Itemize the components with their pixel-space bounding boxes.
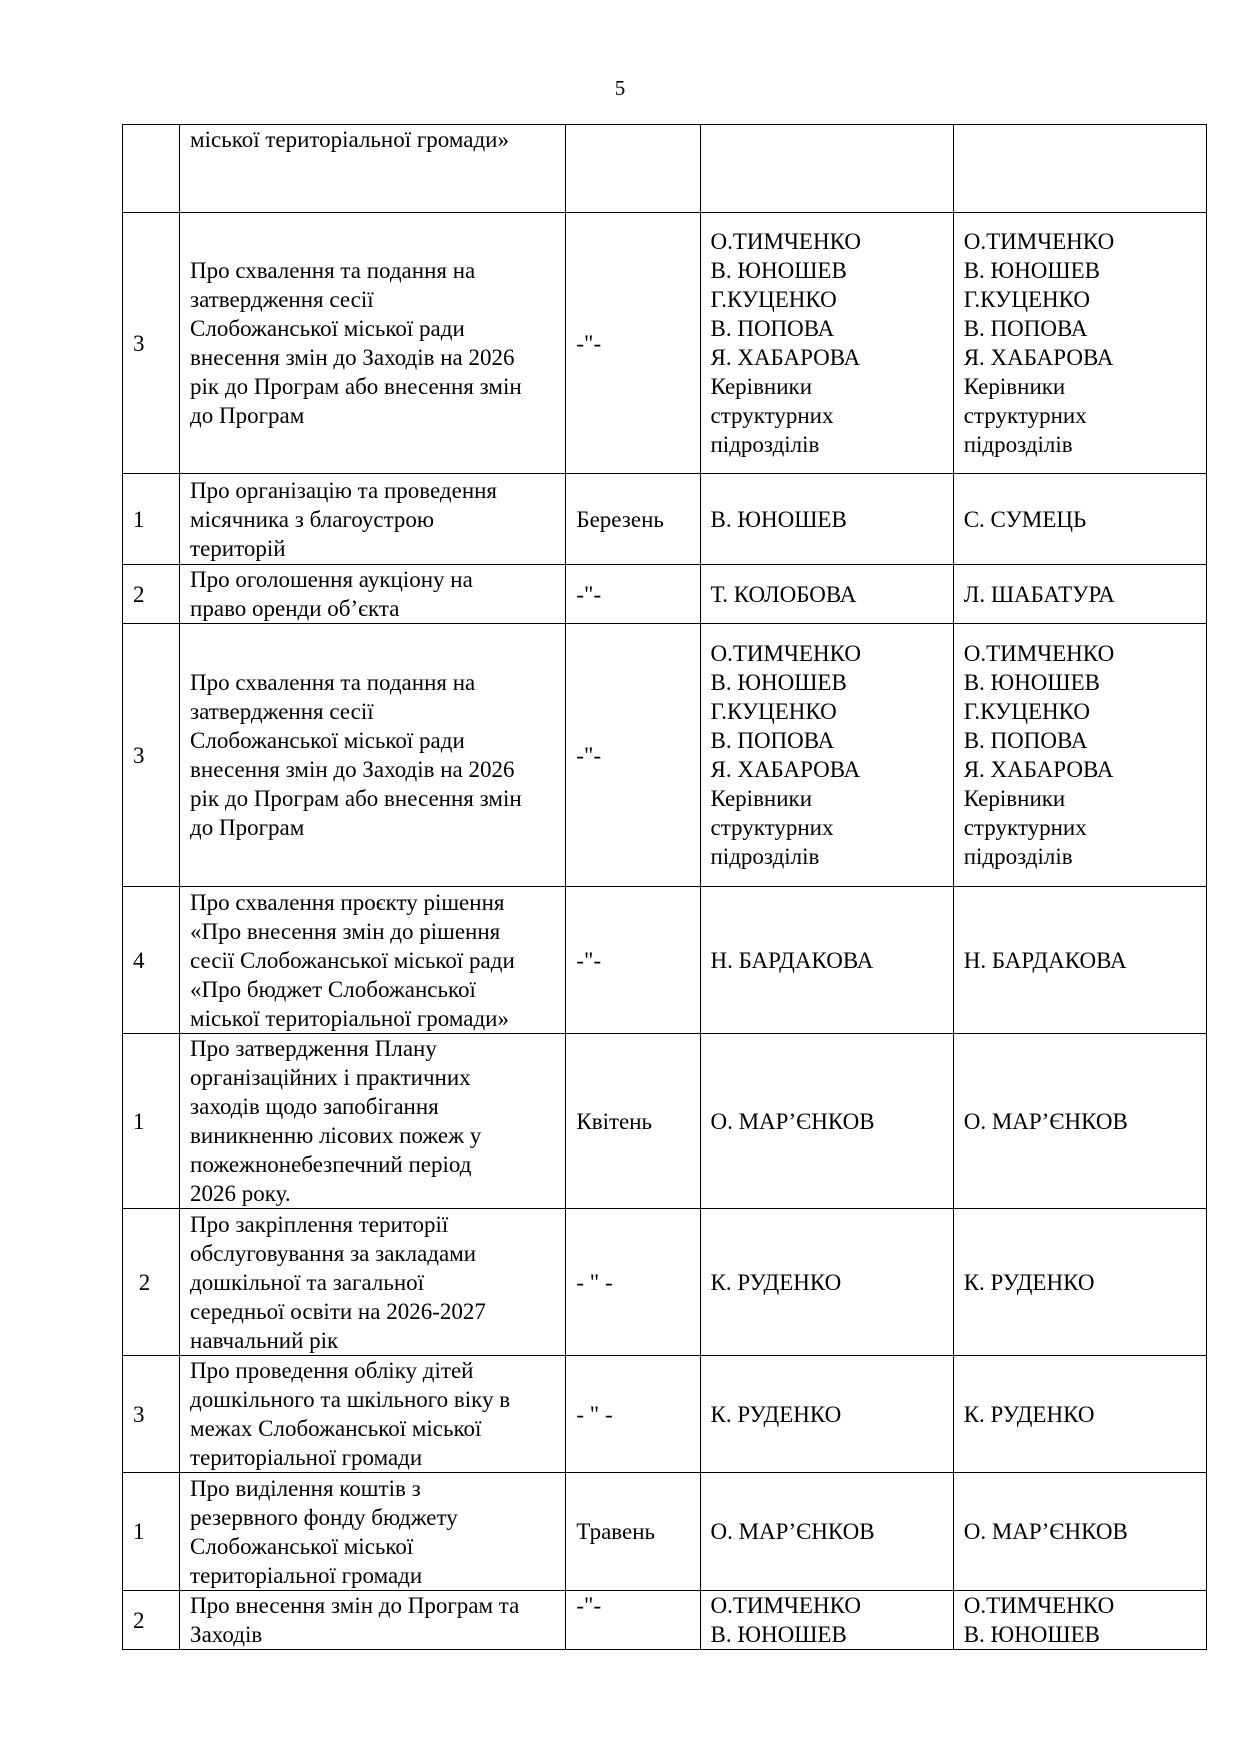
table-row [123, 125, 1207, 213]
responsible-cell-line: Керівники [710, 374, 813, 399]
table-row [123, 213, 1207, 474]
preparers-cell-line: підрозділів [963, 432, 1073, 457]
responsible-cell-line: К. РУДЕНКО [710, 1401, 842, 1427]
agenda-title-cell-line: середньої освіти на 2026-2027 [190, 1298, 486, 1324]
page-number: 5 [614, 76, 626, 100]
month-cell: -"- [566, 887, 700, 1034]
table-row [123, 624, 1207, 887]
preparers-cell-line: В. ПОПОВА [963, 316, 1088, 341]
responsible-cell-line: В. ЮНОШЕВ [710, 258, 847, 283]
agenda-title-cell-line: місячника з благоустрою [190, 506, 435, 532]
responsible-cell [700, 1591, 953, 1650]
preparers-cell [953, 1356, 1206, 1473]
preparers-cell-line: Л. ШАБАТУРА [963, 581, 1115, 607]
agenda-title-cell [180, 125, 566, 213]
agenda-title-cell [180, 1209, 566, 1356]
agenda-title-cell-line: організаційних і практичних [190, 1065, 471, 1090]
preparers-cell-line: О.ТИМЧЕНКО [963, 229, 1115, 254]
month-cell: Березень [566, 474, 700, 565]
row-number-cell: 2 [123, 1591, 180, 1650]
preparers-cell-line: О. МАР’ЄНКОВ [963, 1519, 1128, 1544]
table-row [123, 887, 1207, 1034]
month-cell [566, 125, 700, 213]
responsible-cell-line: В. ПОПОВА [710, 728, 835, 753]
agenda-title-cell-line: дошкільної та загальної [190, 1269, 425, 1295]
responsible-cell-line: структурних [710, 815, 834, 840]
agenda-title-cell-line: Про проведення обліку дітей [190, 1358, 474, 1383]
agenda-title-cell-line: Про внесення змін до Програм та [190, 1593, 520, 1618]
month-cell: - " - [566, 1209, 700, 1356]
responsible-cell [700, 1473, 953, 1591]
preparers-cell-line: структурних [963, 403, 1087, 428]
preparers-cell-line: Г.КУЦЕНКО [963, 699, 1090, 724]
responsible-cell-line: Г.КУЦЕНКО [710, 699, 837, 724]
responsible-cell-line: В. ЮНОШЕВ [710, 506, 847, 532]
agenda-title-cell-line: резервного фонду бюджету [190, 1504, 458, 1530]
responsible-cell-line: Я. ХАБАРОВА [710, 757, 861, 782]
responsible-cell-line: Я. ХАБАРОВА [710, 345, 861, 370]
preparers-cell-line: К. РУДЕНКО [963, 1269, 1095, 1295]
agenda-title-cell [180, 1034, 566, 1209]
preparers-cell-line: Г.КУЦЕНКО [963, 287, 1090, 312]
agenda-title-cell [180, 624, 566, 887]
table-row [123, 1034, 1207, 1209]
table-row [123, 1473, 1207, 1591]
month-cell: -"- [566, 624, 700, 887]
agenda-title-cell-line: Заходів [190, 1622, 263, 1647]
agenda-title-cell-line: «Про внесення змін до рішення [190, 918, 501, 944]
table-row [123, 474, 1207, 565]
agenda-title-cell-line: дошкільного та шкільного віку в [190, 1387, 511, 1412]
preparers-cell [953, 474, 1206, 565]
preparers-cell [953, 565, 1206, 624]
preparers-cell-line: В. ЮНОШЕВ [963, 1622, 1101, 1647]
responsible-cell [700, 887, 953, 1034]
responsible-cell-line: О.ТИМЧЕНКО [710, 1593, 861, 1618]
table-row [123, 1591, 1207, 1650]
agenda-title-cell-line: затвердження сесії [190, 287, 374, 312]
agenda-title-cell-line: право оренди об’єкта [190, 596, 400, 621]
agenda-title-cell [180, 1473, 566, 1591]
preparers-cell [953, 1473, 1206, 1591]
agenda-title-cell [180, 887, 566, 1034]
agenda-title-cell-line: рік до Програм або внесення змін [190, 374, 522, 399]
responsible-cell [700, 624, 953, 887]
responsible-cell [700, 125, 953, 213]
table-row [123, 1356, 1207, 1473]
agenda-title-cell [180, 213, 566, 474]
responsible-cell [700, 565, 953, 624]
preparers-cell-line: В. ЮНОШЕВ [963, 670, 1101, 695]
agenda-title-cell-line: Слобожанської міської ради [190, 728, 465, 753]
agenda-title-cell-line: Про схвалення та подання на [190, 670, 476, 695]
agenda-title-cell-line: Про схвалення проєкту рішення [190, 889, 505, 915]
agenda-title-cell-line: навчальний рік [190, 1327, 339, 1353]
agenda-title-cell-line: територій [190, 535, 286, 561]
agenda-title-cell-line: затвердження сесії [190, 699, 374, 724]
agenda-title-cell-line: 2026 року. [190, 1181, 291, 1206]
agenda-title-cell-line: обслуговування за закладами [190, 1240, 477, 1266]
preparers-cell-line: В. ПОПОВА [963, 728, 1088, 753]
agenda-title-cell-line: внесення змін до Заходів на 2026 [190, 345, 515, 370]
row-number-cell: 3 [123, 213, 180, 474]
responsible-cell-line: О. МАР’ЄНКОВ [710, 1519, 875, 1544]
month-cell: - " - [566, 1356, 700, 1473]
responsible-cell-line: підрозділів [710, 432, 820, 457]
preparers-cell [953, 1209, 1206, 1356]
agenda-title-cell-line: Про оголошення аукціону на [190, 567, 473, 592]
preparers-cell-line: О. МАР’ЄНКОВ [963, 1108, 1128, 1134]
agenda-title-cell-line: Про закріплення території [190, 1211, 449, 1237]
agenda-title-cell-line: внесення змін до Заходів на 2026 [190, 757, 515, 782]
table-row [123, 565, 1207, 624]
preparers-cell-line: Н. БАРДАКОВА [963, 947, 1127, 973]
agenda-title-cell-line: «Про бюджет Слобожанської [190, 976, 476, 1002]
responsible-cell-line: Т. КОЛОБОВА [710, 581, 857, 607]
month-cell: -"- [566, 1591, 700, 1650]
preparers-cell-line: Я. ХАБАРОВА [963, 757, 1114, 782]
row-number-cell: 3 [123, 1356, 180, 1473]
preparers-cell [953, 125, 1206, 213]
responsible-cell-line: О. МАР’ЄНКОВ [710, 1108, 875, 1134]
responsible-cell-line: Н. БАРДАКОВА [710, 947, 874, 973]
agenda-title-cell-line: виникненню лісових пожеж у [190, 1123, 482, 1148]
agenda-title-cell [180, 1591, 566, 1650]
row-number-cell: 1 [123, 1473, 180, 1591]
agenda-title-cell-line: Про організацію та проведення [190, 477, 498, 503]
preparers-cell-line: Керівники [963, 374, 1066, 399]
responsible-cell-line: Керівники [710, 786, 813, 811]
preparers-cell [953, 213, 1206, 474]
preparers-cell-line: підрозділів [963, 844, 1073, 869]
month-cell: Травень [566, 1473, 700, 1591]
responsible-cell-line: В. ПОПОВА [710, 316, 835, 341]
agenda-title-cell-line: до Програм [190, 403, 305, 428]
responsible-cell-line: В. ЮНОШЕВ [710, 670, 847, 695]
agenda-title-cell-line: пожежнонебезпечний період [190, 1152, 472, 1177]
month-cell: -"- [566, 565, 700, 624]
responsible-cell [700, 1356, 953, 1473]
agenda-title-cell [180, 1356, 566, 1473]
responsible-cell-line: К. РУДЕНКО [710, 1269, 842, 1295]
responsible-cell [700, 474, 953, 565]
responsible-cell-line: структурних [710, 403, 834, 428]
agenda-title-cell-line: заходів щодо запобігання [190, 1094, 439, 1119]
agenda-title-cell-line: сесії Слобожанської міської ради [190, 947, 515, 973]
responsible-cell [700, 1034, 953, 1209]
preparers-cell [953, 1591, 1206, 1650]
responsible-cell-line: О.ТИМЧЕНКО [710, 641, 861, 666]
agenda-title-cell-line: міської територіальної громади» [190, 127, 509, 152]
agenda-title-cell-line: Про виділення коштів з [190, 1475, 421, 1501]
agenda-title-cell-line: до Програм [190, 815, 305, 840]
row-number-cell: 1 [123, 474, 180, 565]
row-number-cell: 2 [123, 565, 180, 624]
preparers-cell-line: О.ТИМЧЕНКО [963, 1593, 1115, 1618]
preparers-cell-line: Я. ХАБАРОВА [963, 345, 1114, 370]
agenda-title-cell-line: рік до Програм або внесення змін [190, 786, 522, 811]
preparers-cell-line: К. РУДЕНКО [963, 1401, 1095, 1427]
responsible-cell [700, 1209, 953, 1356]
preparers-cell-line: С. СУМЕЦЬ [963, 506, 1087, 532]
preparers-cell [953, 624, 1206, 887]
row-number-cell: 3 [123, 624, 180, 887]
responsible-cell-line: О.ТИМЧЕНКО [710, 229, 861, 254]
agenda-title-cell-line: межах Слобожанської міської [190, 1416, 482, 1441]
agenda-title-cell-line: Про схвалення та подання на [190, 258, 476, 283]
row-number-cell [123, 125, 180, 213]
preparers-cell-line: В. ЮНОШЕВ [963, 258, 1101, 283]
responsible-cell [700, 213, 953, 474]
table-row [123, 1209, 1207, 1356]
agenda-title-cell-line: Слобожанської міської ради [190, 316, 465, 341]
month-cell: -"- [566, 213, 700, 474]
preparers-cell [953, 1034, 1206, 1209]
agenda-title-cell [180, 474, 566, 565]
row-number-cell: 1 [123, 1034, 180, 1209]
agenda-title-cell [180, 565, 566, 624]
agenda-title-cell-line: Слобожанської міської [190, 1533, 414, 1559]
preparers-cell-line: О.ТИМЧЕНКО [963, 641, 1115, 666]
agenda-title-cell-line: Про затвердження Плану [190, 1036, 437, 1061]
agenda-title-cell-line: територіальної громади [190, 1445, 423, 1470]
agenda-title-cell-line: територіальної громади [190, 1562, 423, 1588]
row-number-cell: 4 [123, 887, 180, 1034]
preparers-cell [953, 887, 1206, 1034]
responsible-cell-line: Г.КУЦЕНКО [710, 287, 837, 312]
month-cell: Квітень [566, 1034, 700, 1209]
preparers-cell-line: структурних [963, 815, 1087, 840]
plan-table [122, 124, 1207, 1650]
agenda-title-cell-line: міської територіальної громади» [190, 1005, 509, 1031]
preparers-cell-line: Керівники [963, 786, 1066, 811]
responsible-cell-line: підрозділів [710, 844, 820, 869]
row-number-cell: 2 [123, 1209, 180, 1356]
responsible-cell-line: В. ЮНОШЕВ [710, 1622, 847, 1647]
